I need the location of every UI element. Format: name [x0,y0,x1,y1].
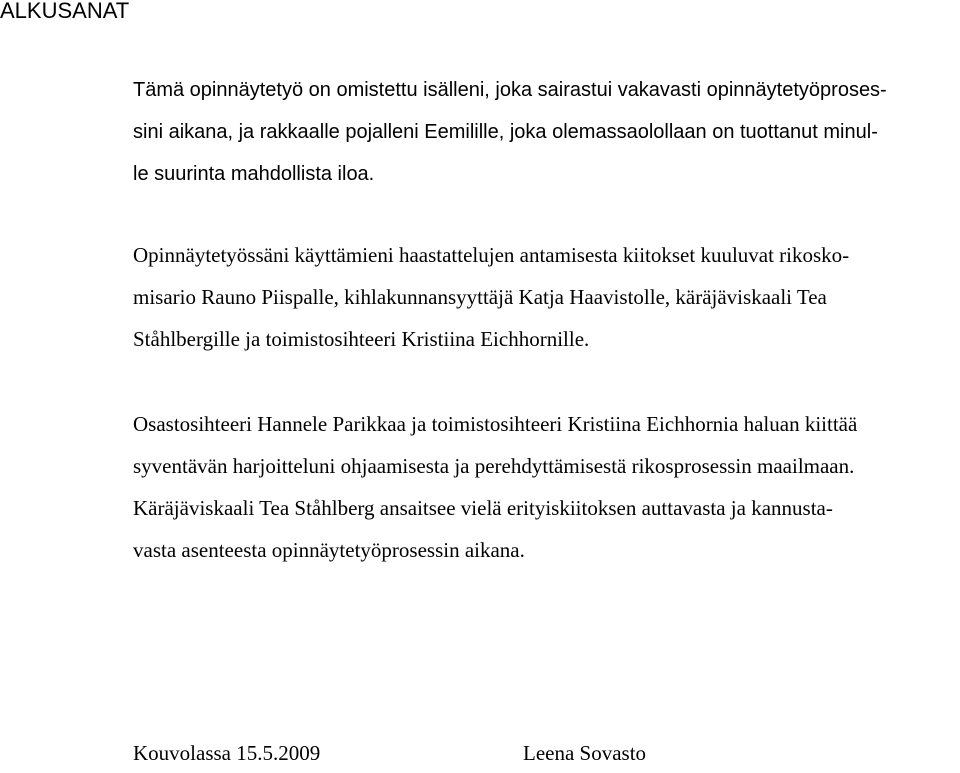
paragraph-line: Tämä opinnäytetyö on omistettu isälleni, joka sairastui vakavasti opinnäytetyöproses- [133,79,887,101]
paragraph-line: Osastosihteeri Hannele Parikkaa ja toimistosihteeri Kristiina Eichhornia haluan kiittää [133,412,858,436]
paragraph-dedication [133,69,887,195]
paragraph-line: misario Rauno Piispalle, kihlakunnansyyttäjä Katja Haavistolle, käräjäviskaali Tea [133,285,827,309]
paragraph-line: syventävän harjoitteluni ohjaamisesta ja perehdyttämisestä rikosprosessin maailmaan. [133,454,855,478]
paragraph-line: sini aikana, ja rakkaalle pojalleni Eemilille, joka olemassaolollaan on tuottanut minul- [133,121,878,143]
paragraph-internship-thanks [133,403,857,571]
paragraph-line: le suurinta mahdollista iloa. [133,163,375,185]
paragraph-line: Opinnäytetyössäni käyttämieni haastattelujen antamisesta kiitokset kuuluvat rikosko- [133,243,850,267]
signature-name: Leena Sovasto [523,741,647,765]
paragraph-line: vasta asenteesta opinnäytetyöprosessin aikana. [133,538,525,562]
paragraph-interview-thanks [133,234,849,360]
signature-place-date: Kouvolassa 15.5.2009 [133,741,321,765]
page-title: ALKUSANAT [0,0,130,23]
paragraph-line: Käräjäviskaali Tea Ståhlberg ansaitsee vielä erityiskiitoksen auttavasta ja kannusta- [133,496,833,520]
paragraph-line: Ståhlbergille ja toimistosihteeri Kristiina Eichhornille. [133,327,590,351]
